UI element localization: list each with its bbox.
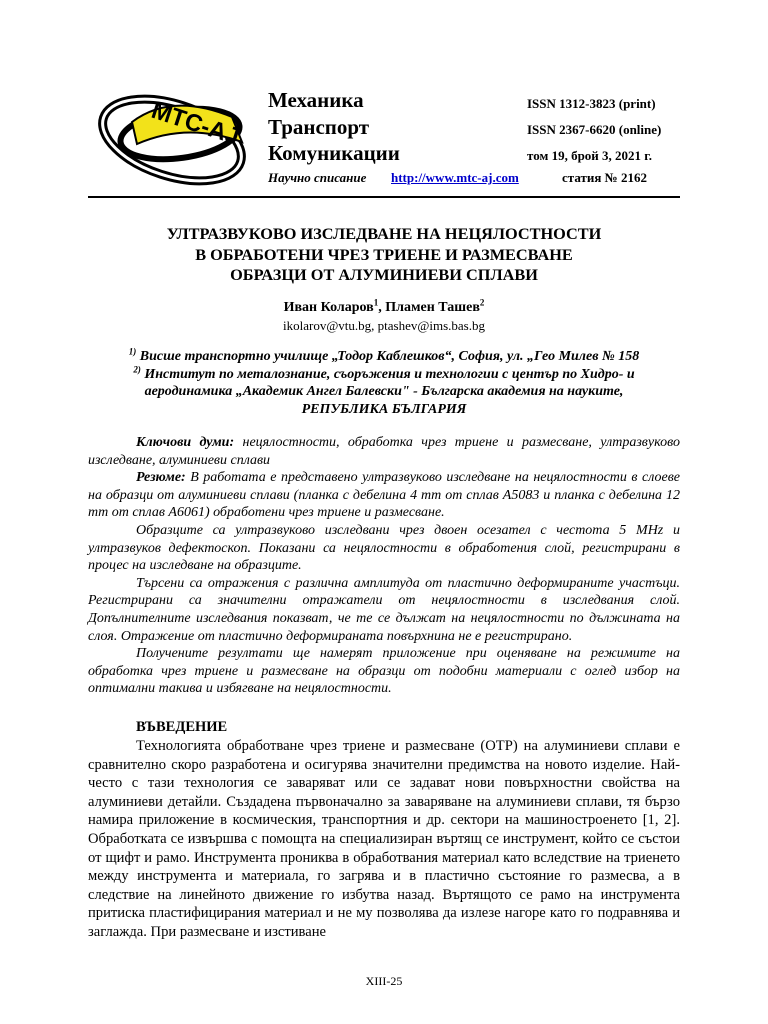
summary-paragraph	[88, 469, 680, 522]
volume-info: том 19, брой 3, 2021 г.	[527, 148, 652, 163]
title-line3: ОБРАЗЦИ ОТ АЛУМИНИЕВИ СПЛАВИ	[230, 265, 538, 284]
page-number: XIII-25	[365, 974, 403, 988]
logo-text: MTC-AJ	[148, 96, 243, 151]
intro-paragraph-1: Технологията обработване чрез триене и размесване (ОТР) на алуминиеви сплави е сравнително скоро разработена и осигурява значителни предимства на новото изделие. Най-често с тази технология се заваряват или се задават нови повърхностни свойства на алуминиеви детайли. Създадена първоначално за заваряване на алуминиеви сплави, тя бързо намира приложение в космическия, транспортния и др. сектори на машиностроенето [1, 2]. Обработката се извършва с помощта на специализиран въртящ се инструмент, който се състои от щифт и рамо. Инструмента прониква в обработвания материал като вследствие на триенето между инструмента и материала, го загрява и в пластично състояние го размесва, а в следствие на линейното движение го избутва назад. Въртящото се рамо на инструмента притиска пластифицирания материал и не му позволява да излезе нагоре като го подравнява и заглажда. При размесване и изстиване	[88, 738, 680, 940]
abstract-paragraph-3: Търсени са отражения с различна амплитуда от пластично деформираните участъци. Регистрирани са значителни отражатели от нецялостности в изследвания слой. Допълнителните изследвания показват, че те се дължат на нецялостности по дължината на слоя. Отражение от пластично деформираната повърхнина не е регистрирано.	[88, 575, 680, 644]
summary-text: В работата е представено ултразвуково изследване на нецялостности в слоеве на образци от алуминиеви сплави (планка с дебелина 4 mm от сплав А5083 и планка с дебелина 12 mm от сплав А6061) обработени чрез триене и размесване.	[88, 470, 680, 521]
paper-title	[88, 224, 680, 286]
affil-2-marker: 2)	[133, 363, 141, 374]
journal-name-line2: Транспорт	[268, 115, 370, 139]
affil-2-part2: аеродинамика „Академик Ангел Балевски" - Българска академия на науките,	[144, 384, 624, 399]
header-rule	[88, 196, 680, 198]
issn-online: ISSN 2367-6620 (online)	[527, 122, 662, 137]
journal-url-link[interactable]: http://www.mtc-aj.com	[391, 170, 519, 185]
affiliations	[88, 348, 680, 418]
journal-url-container	[391, 170, 519, 186]
journal-name-line1: Механика	[268, 88, 364, 112]
authors	[88, 297, 680, 316]
issn-print: ISSN 1312-3823 (print)	[527, 96, 656, 111]
body-text	[88, 737, 680, 942]
summary-label: Резюме:	[136, 470, 186, 486]
author-separator: ,	[378, 300, 386, 315]
title-line2: В ОБРАБОТЕНИ ЧРЕЗ ТРИЕНЕ И РАЗМЕСВАНЕ	[195, 244, 573, 264]
journal-name-line3: Комуникации	[268, 141, 400, 165]
keywords-text: нецялостности, обработка чрез триене и размесване, ултразвуково изследване, алуминиеви сплави	[88, 435, 681, 468]
author-2-affil: 2	[479, 297, 485, 308]
keywords-label: Ключови думи:	[136, 435, 235, 450]
keywords-paragraph	[88, 434, 680, 469]
journal-type: Научно списание	[268, 170, 367, 185]
abstract-paragraph-4: Получените резултати ще намерят приложение при оценяване на режимите на обработка чрез триене и размесване на образци от подобни материали с оглед избор на оптимални такива и избягване на нецялостности.	[88, 646, 680, 697]
title-line1: УЛТРАЗВУКОВО ИЗСЛЕДВАНЕ НА НЕЦЯЛОСТНОСТИ	[166, 224, 602, 243]
affil-1: Висше транспортно училище „Тодор Каблешков“, София, ул. „Гео Милев № 158	[136, 349, 640, 364]
affil-2-part3: РЕПУБЛИКА БЪЛГАРИЯ	[301, 401, 467, 417]
affil-2-part1: Институт по металознание, съоръжения и технологии с център по Хидро- и	[140, 366, 635, 382]
article-number: статия № 2162	[562, 170, 647, 185]
journal-logo	[92, 82, 260, 194]
author-2: Пламен Ташев	[385, 300, 480, 315]
author-1-affil: 1	[373, 297, 379, 308]
abstract-paragraph-2: Образците са ултразвуково изследвани чрез двоен осезател с честота 5 MHz и ултразвуков дефектоскоп. Показани са нецялостности в обработения слой, регистрирани в процес на изследване на образците.	[88, 522, 680, 574]
affil-1-marker: 1)	[128, 346, 137, 357]
logo-graphic	[92, 82, 260, 194]
abstract	[88, 434, 680, 698]
section-heading-introduction: ВЪВЕДЕНИЕ	[136, 719, 228, 735]
author-1: Иван Коларов	[283, 300, 374, 315]
author-emails: ikolarov@vtu.bg, ptashev@ims.bas.bg	[283, 318, 485, 333]
